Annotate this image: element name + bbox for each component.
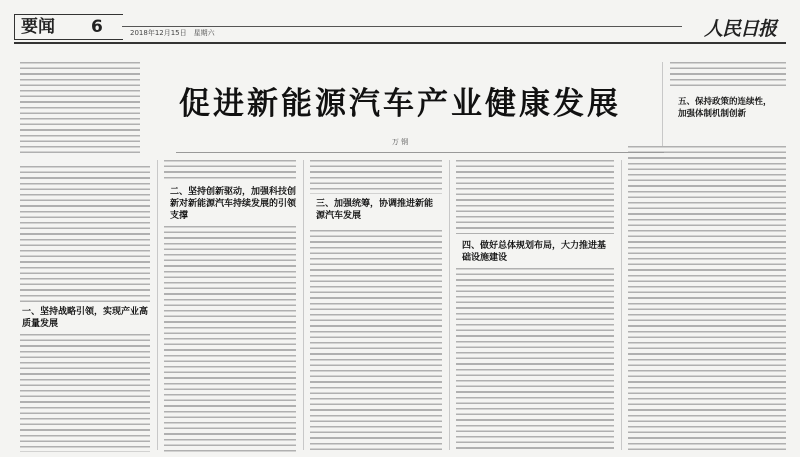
column-2-text-top <box>164 160 296 180</box>
top-right-text <box>670 62 786 88</box>
headline: 促进新能源汽车产业健康发展 <box>179 86 621 122</box>
column-4-text-top <box>456 160 614 234</box>
column-4-text-bottom <box>456 268 614 452</box>
column-divider <box>662 62 663 146</box>
intro-text <box>20 62 140 154</box>
masthead <box>14 10 786 42</box>
column-divider <box>449 160 450 450</box>
subhead-3: 三、加强统筹，协调推进新能源汽车发展 <box>316 199 434 221</box>
section-box <box>14 14 123 40</box>
issue-date: 2018年12月15日 星期六 <box>130 29 215 37</box>
column-3-text-bottom <box>310 230 442 452</box>
column-2-text-bottom <box>164 226 296 452</box>
column-divider <box>157 160 158 450</box>
byline: 万 钢 <box>391 138 409 146</box>
subhead-1: 一、坚持战略引领，实现产业高质量发展 <box>22 307 149 329</box>
header-divider <box>14 42 786 44</box>
column-divider <box>303 160 304 450</box>
headline-rule <box>176 152 664 153</box>
page-number: 6 <box>91 17 103 37</box>
subhead-4: 四、做好总体规划布局，大力推进基础设施建设 <box>462 241 607 263</box>
newspaper-logo: 人民日报 <box>703 18 776 40</box>
subhead-2: 二、坚持创新驱动，加强科技创新对新能源汽车持续发展的引领支撑 <box>170 187 297 221</box>
column-1-text-top <box>20 166 150 302</box>
subhead-5: 五、保持政策的连续性，加强体制机制创新 <box>678 97 772 119</box>
column-divider <box>621 160 622 450</box>
column-1-text-bottom <box>20 334 150 452</box>
section-name: 要闻 <box>21 17 55 37</box>
column-5-text <box>628 146 786 452</box>
column-3-text-top <box>310 160 442 194</box>
